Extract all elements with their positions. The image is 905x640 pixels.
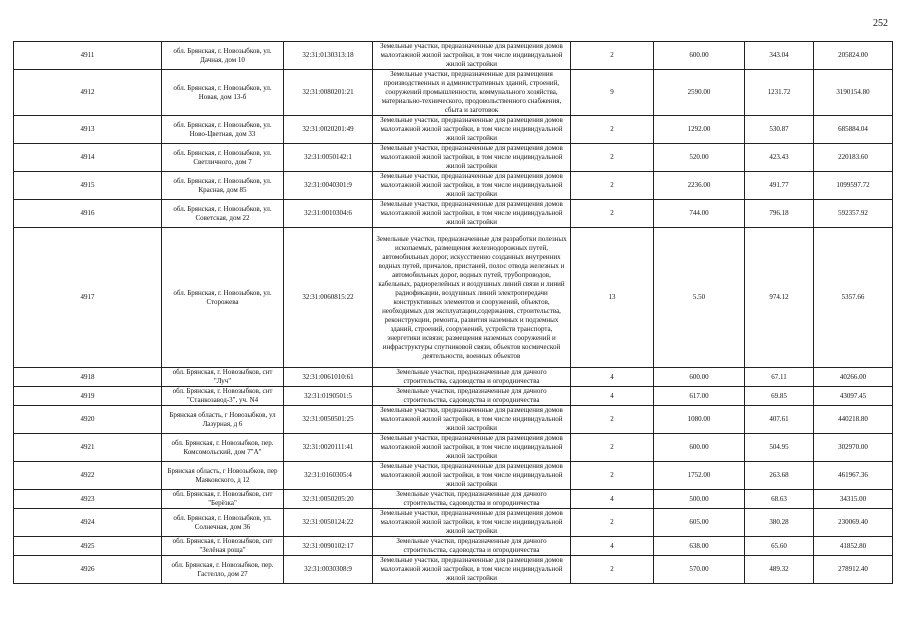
specific-value-cell: 407.61 bbox=[745, 406, 814, 434]
area-cell: 1080.00 bbox=[654, 406, 745, 434]
table-row bbox=[14, 172, 893, 200]
land-use-cell: Земельные участки, предназначенные для размещения домов малоэтажной жилой застройки, в том числе индивидуальной жилой застройки bbox=[373, 509, 571, 537]
table-row bbox=[14, 200, 893, 228]
table-row bbox=[14, 434, 893, 462]
area-cell: 520.00 bbox=[654, 144, 745, 172]
row-number: 4925 bbox=[14, 537, 162, 556]
use-group-cell: 2 bbox=[571, 144, 654, 172]
row-number: 4924 bbox=[14, 509, 162, 537]
land-use-cell: Земельные участки, предназначенные для размещения домов малоэтажной жилой застройки, в том числе индивидуальной жилой застройки bbox=[373, 200, 571, 228]
page-number: 252 bbox=[873, 18, 888, 29]
address-cell: обл. Брянская, г. Новозыбков, ул. Дачная, дом 10 bbox=[162, 42, 284, 70]
address-cell: Брянская область, г Новозыбков, ул Лазурная, д 6 bbox=[162, 406, 284, 434]
cadastral-value-cell: 685884.04 bbox=[814, 116, 893, 144]
cadastral-number-cell: 32:31:0090102:17 bbox=[284, 537, 373, 556]
area-cell: 638.00 bbox=[654, 537, 745, 556]
use-group-cell: 2 bbox=[571, 462, 654, 490]
address-cell: обл. Брянская, г. Новозыбков, ул. Новая, дом 13-б bbox=[162, 70, 284, 116]
address-cell: обл. Брянская, г. Новозыбков, снт "Зелёная роща" bbox=[162, 537, 284, 556]
address-cell: обл. Брянская, г. Новозыбков, ул. Красная, дом 85 bbox=[162, 172, 284, 200]
specific-value-cell: 796.18 bbox=[745, 200, 814, 228]
row-number: 4914 bbox=[14, 144, 162, 172]
row-number: 4926 bbox=[14, 556, 162, 584]
cadastral-number-cell: 32:31:0040301:9 bbox=[284, 172, 373, 200]
address-cell: обл. Брянская, г. Новозыбков, пер. Гастелло, дом 27 bbox=[162, 556, 284, 584]
area-cell: 600.00 bbox=[654, 42, 745, 70]
area-cell: 500.00 bbox=[654, 490, 745, 509]
land-use-cell: Земельные участки, предназначенные для разработки полезных ископаемых, размещения железнодорожных путей, автомобильных дорог, искусственно созданных внутренних водных путей, причалов, пристаней, полос отвода железных и автомобильных дорог, водных путей, трубопроводов, кабельных, радиорелейных и воздушных линий связи и линий радиофикации, воздушных линий электропередачи конструктивных элементов и сооружений, объектов, необходимых для эксплуатации,содержания, строительства, реконструкции, ремонта, развития наземных и подземных зданий, строений, сооружений, устройств транспорта, энергетики исвязи; размещения наземных сооружений и инфраструктуры спутниковой связи, объектов космической деятельности, военных объектов bbox=[373, 228, 571, 368]
cadastral-value-cell: 40266.00 bbox=[814, 368, 893, 387]
cadastral-number-cell: 32:31:0160305:4 bbox=[284, 462, 373, 490]
land-use-cell: Земельные участки, предназначенные для дачного строительства, садоводства и огородничества bbox=[373, 537, 571, 556]
area-cell: 600.00 bbox=[654, 434, 745, 462]
address-cell: обл. Брянская, г. Новозыбков, пер. Комсомольский, дом 7"А" bbox=[162, 434, 284, 462]
area-cell: 5.50 bbox=[654, 228, 745, 368]
cadastral-number-cell: 32:31:0020111:41 bbox=[284, 434, 373, 462]
table-row bbox=[14, 406, 893, 434]
area-cell: 570.00 bbox=[654, 556, 745, 584]
specific-value-cell: 65.60 bbox=[745, 537, 814, 556]
cadastral-number-cell: 32:31:0130313:18 bbox=[284, 42, 373, 70]
use-group-cell: 2 bbox=[571, 116, 654, 144]
land-use-cell: Земельные участки, предназначенные для размещения домов малоэтажной жилой застройки, в том числе индивидуальной жилой застройки bbox=[373, 144, 571, 172]
area-cell: 744.00 bbox=[654, 200, 745, 228]
address-cell: обл. Брянская, г. Новозыбков, снт "Берёзка" bbox=[162, 490, 284, 509]
specific-value-cell: 263.68 bbox=[745, 462, 814, 490]
specific-value-cell: 491.77 bbox=[745, 172, 814, 200]
table-row bbox=[14, 70, 893, 116]
use-group-cell: 2 bbox=[571, 434, 654, 462]
row-number: 4918 bbox=[14, 368, 162, 387]
cadastral-value-cell: 592357.92 bbox=[814, 200, 893, 228]
specific-value-cell: 489.32 bbox=[745, 556, 814, 584]
use-group-cell: 4 bbox=[571, 387, 654, 406]
land-use-cell: Земельные участки, предназначенные для размещения домов малоэтажной жилой застройки, в том числе индивидуальной жилой застройки bbox=[373, 434, 571, 462]
use-group-cell: 2 bbox=[571, 172, 654, 200]
area-cell: 600.00 bbox=[654, 368, 745, 387]
cadastral-number-cell: 32:31:0050205:20 bbox=[284, 490, 373, 509]
table-row bbox=[14, 144, 893, 172]
address-cell: обл. Брянская, г. Новозыбков, ул. Солнечная, дом 36 bbox=[162, 509, 284, 537]
specific-value-cell: 380.28 bbox=[745, 509, 814, 537]
specific-value-cell: 423.43 bbox=[745, 144, 814, 172]
cadastral-number-cell: 32:31:0030308:9 bbox=[284, 556, 373, 584]
area-cell: 1292.00 bbox=[654, 116, 745, 144]
land-use-cell: Земельные участки, предназначенные для размещения домов малоэтажной жилой застройки, в том числе индивидуальной жилой застройки bbox=[373, 116, 571, 144]
cadastral-value-cell: 278912.40 bbox=[814, 556, 893, 584]
use-group-cell: 4 bbox=[571, 537, 654, 556]
table-body bbox=[14, 42, 893, 584]
row-number: 4921 bbox=[14, 434, 162, 462]
cadastral-number-cell: 32:31:0050124:22 bbox=[284, 509, 373, 537]
land-use-cell: Земельные участки, предназначенные для размещения домов малоэтажной жилой застройки, в том числе индивидуальной жилой застройки bbox=[373, 462, 571, 490]
specific-value-cell: 68.63 bbox=[745, 490, 814, 509]
table-row bbox=[14, 509, 893, 537]
cadastral-number-cell: 32:31:0060815:22 bbox=[284, 228, 373, 368]
table-row bbox=[14, 387, 893, 406]
land-use-cell: Земельные участки, предназначенные для размещения домов малоэтажной жилой застройки, в том числе индивидуальной жилой застройки bbox=[373, 42, 571, 70]
cadastral-number-cell: 32:31:0050142:1 bbox=[284, 144, 373, 172]
use-group-cell: 4 bbox=[571, 368, 654, 387]
cadastral-value-cell: 461967.36 bbox=[814, 462, 893, 490]
specific-value-cell: 1231.72 bbox=[745, 70, 814, 116]
address-cell: обл. Брянская, г. Новозыбков, ул. Советская, дом 22 bbox=[162, 200, 284, 228]
area-cell: 2590.00 bbox=[654, 70, 745, 116]
cadastral-value-cell: 1099597.72 bbox=[814, 172, 893, 200]
cadastral-value-cell: 34315.00 bbox=[814, 490, 893, 509]
cadastral-number-cell: 32:31:0050501:25 bbox=[284, 406, 373, 434]
land-use-cell: Земельные участки, предназначенные для размещения домов малоэтажной жилой застройки, в том числе индивидуальной жилой застройки bbox=[373, 406, 571, 434]
land-use-cell: Земельные участки, предназначенные для размещения домов малоэтажной жилой застройки, в том числе индивидуальной жилой застройки bbox=[373, 556, 571, 584]
specific-value-cell: 504.95 bbox=[745, 434, 814, 462]
cadastral-value-table bbox=[13, 41, 893, 584]
cadastral-number-cell: 32:31:0190501:5 bbox=[284, 387, 373, 406]
row-number: 4911 bbox=[14, 42, 162, 70]
cadastral-number-cell: 32:31:0020201:49 bbox=[284, 116, 373, 144]
specific-value-cell: 530.87 bbox=[745, 116, 814, 144]
area-cell: 1752.00 bbox=[654, 462, 745, 490]
address-cell: обл. Брянская, г. Новозыбков, снт "Луч" bbox=[162, 368, 284, 387]
specific-value-cell: 343.04 bbox=[745, 42, 814, 70]
cadastral-value-cell: 302970.00 bbox=[814, 434, 893, 462]
table-row bbox=[14, 462, 893, 490]
row-number: 4912 bbox=[14, 70, 162, 116]
row-number: 4915 bbox=[14, 172, 162, 200]
row-number: 4919 bbox=[14, 387, 162, 406]
address-cell: обл. Брянская, г. Новозыбков, ул. Светличного, дом 7 bbox=[162, 144, 284, 172]
address-cell: обл. Брянская, г. Новозыбков, снт "Станкозавод-3", уч. N4 bbox=[162, 387, 284, 406]
use-group-cell: 2 bbox=[571, 42, 654, 70]
land-use-cell: Земельные участки, предназначенные для размещения домов малоэтажной жилой застройки, в том числе индивидуальной жилой застройки bbox=[373, 172, 571, 200]
specific-value-cell: 974.12 bbox=[745, 228, 814, 368]
use-group-cell: 2 bbox=[571, 406, 654, 434]
table-row bbox=[14, 537, 893, 556]
row-number: 4916 bbox=[14, 200, 162, 228]
area-cell: 605.00 bbox=[654, 509, 745, 537]
table-row bbox=[14, 556, 893, 584]
land-use-cell: Земельные участки, предназначенные для дачного строительства, садоводства и огородничества bbox=[373, 387, 571, 406]
land-use-cell: Земельные участки, предназначенные для размещения производственных и административных зданий, строений, сооружений промышленности, коммунального хозяйства, материально-технического, продовольственного снабжения, сбыта и заготовок bbox=[373, 70, 571, 116]
land-use-cell: Земельные участки, предназначенные для дачного строительства, садоводства и огородничества bbox=[373, 368, 571, 387]
table-row bbox=[14, 42, 893, 70]
use-group-cell: 13 bbox=[571, 228, 654, 368]
address-cell: обл. Брянская, г. Новозыбков, ул. Сторожева bbox=[162, 228, 284, 368]
area-cell: 617.00 bbox=[654, 387, 745, 406]
use-group-cell: 2 bbox=[571, 200, 654, 228]
cadastral-number-cell: 32:31:0061010:61 bbox=[284, 368, 373, 387]
use-group-cell: 2 bbox=[571, 556, 654, 584]
area-cell: 2236.00 bbox=[654, 172, 745, 200]
row-number: 4917 bbox=[14, 228, 162, 368]
table-row bbox=[14, 490, 893, 509]
land-use-cell: Земельные участки, предназначенные для дачного строительства, садоводства и огородничества bbox=[373, 490, 571, 509]
use-group-cell: 4 bbox=[571, 490, 654, 509]
cadastral-value-cell: 205824.00 bbox=[814, 42, 893, 70]
specific-value-cell: 67.11 bbox=[745, 368, 814, 387]
cadastral-value-cell: 230069.40 bbox=[814, 509, 893, 537]
cadastral-value-cell: 440218.80 bbox=[814, 406, 893, 434]
cadastral-number-cell: 32:31:0010304:6 bbox=[284, 200, 373, 228]
use-group-cell: 2 bbox=[571, 509, 654, 537]
cadastral-value-cell: 220183.60 bbox=[814, 144, 893, 172]
cadastral-value-cell: 3190154.80 bbox=[814, 70, 893, 116]
address-cell: обл. Брянская, г. Новозыбков, ул. Ново-Цветная, дом 33 bbox=[162, 116, 284, 144]
table-row bbox=[14, 116, 893, 144]
use-group-cell: 9 bbox=[571, 70, 654, 116]
table-row bbox=[14, 228, 893, 368]
row-number: 4920 bbox=[14, 406, 162, 434]
cadastral-value-cell: 43097.45 bbox=[814, 387, 893, 406]
cadastral-value-cell: 41852.80 bbox=[814, 537, 893, 556]
row-number: 4913 bbox=[14, 116, 162, 144]
table-row bbox=[14, 368, 893, 387]
row-number: 4922 bbox=[14, 462, 162, 490]
row-number: 4923 bbox=[14, 490, 162, 509]
specific-value-cell: 69.85 bbox=[745, 387, 814, 406]
cadastral-value-cell: 5357.66 bbox=[814, 228, 893, 368]
cadastral-number-cell: 32:31:0080201:21 bbox=[284, 70, 373, 116]
address-cell: Брянская область, г Новозыбков, пер Маяковского, д 12 bbox=[162, 462, 284, 490]
